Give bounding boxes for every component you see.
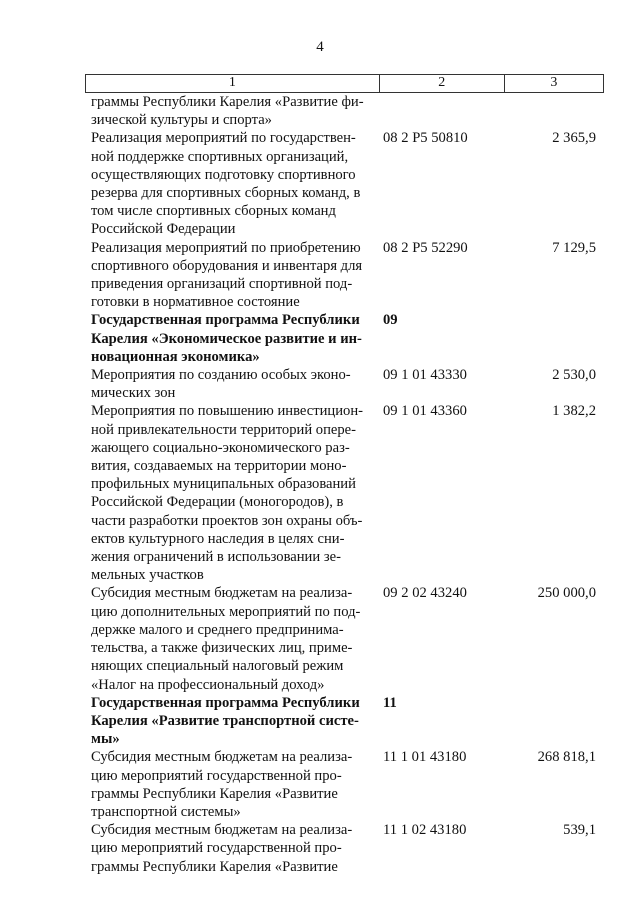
description-line: «Налог на профессиональный доход» bbox=[91, 676, 325, 693]
row-code: 11 1 02 43180 bbox=[383, 822, 467, 839]
row-description bbox=[85, 129, 380, 238]
row-amount bbox=[505, 694, 604, 749]
description-line: мельных участков bbox=[91, 567, 204, 584]
description-line: новационная экономика» bbox=[91, 348, 260, 365]
table-row bbox=[85, 311, 604, 366]
description-line: Субсидия местным бюджетам на реализа- bbox=[91, 822, 353, 839]
description-line: Реализация мероприятий по приобретению bbox=[91, 239, 361, 256]
description-line: осуществляющих подготовку спортивного bbox=[91, 166, 356, 183]
row-code: 08 2 P5 50810 bbox=[383, 130, 468, 147]
row-code: 11 1 01 43180 bbox=[383, 749, 467, 766]
row-description bbox=[85, 239, 380, 312]
description-line: профильных муниципальных образований bbox=[91, 476, 356, 493]
row-amount bbox=[505, 311, 604, 366]
page-number: 4 bbox=[316, 39, 324, 55]
row-description bbox=[85, 821, 380, 876]
row-amount bbox=[505, 93, 604, 129]
row-code: 09 2 02 43240 bbox=[383, 585, 467, 602]
description-line: приведения организаций спортивной под- bbox=[91, 276, 353, 293]
description-line: резерва для спортивных сборных команд, в bbox=[91, 185, 361, 202]
row-description bbox=[85, 748, 380, 821]
row-description bbox=[85, 402, 380, 584]
description-line: граммы Республики Карелия «Развитие фи- bbox=[91, 94, 364, 110]
description-line: держке малого и среднего предпринима- bbox=[91, 621, 344, 638]
table-row bbox=[85, 366, 604, 402]
table-header bbox=[85, 74, 604, 93]
table-row bbox=[85, 584, 604, 693]
row-code bbox=[380, 93, 505, 129]
description-line: том числе спортивных сборных команд bbox=[91, 203, 336, 220]
description-line: Государственная программа Республики bbox=[91, 312, 360, 329]
row-code: 09 1 01 43330 bbox=[383, 367, 467, 384]
description-line: граммы Республики Карелия «Развитие bbox=[91, 858, 338, 875]
description-line: ной привлекательности территорий опере- bbox=[91, 421, 357, 438]
row-description bbox=[85, 366, 380, 402]
row-amount: 539,1 bbox=[563, 822, 596, 839]
description-line: Мероприятия по созданию особых эконо- bbox=[91, 367, 351, 384]
row-description bbox=[85, 694, 380, 749]
description-line: Субсидия местным бюджетам на реализа- bbox=[91, 749, 353, 766]
table-row bbox=[85, 93, 604, 129]
row-amount: 250 000,0 bbox=[537, 585, 596, 602]
description-line: ной поддержке спортивных организаций, bbox=[91, 148, 349, 165]
description-line: Государственная программа Республики bbox=[91, 694, 360, 711]
description-line: цию мероприятий государственной про- bbox=[91, 840, 342, 857]
description-line: Карелия «Экономическое развитие и ин- bbox=[91, 330, 362, 347]
table-row bbox=[85, 748, 604, 821]
description-line: мы» bbox=[91, 731, 120, 748]
row-description bbox=[85, 584, 380, 693]
row-amount: 7 129,5 bbox=[552, 239, 596, 256]
description-line: цию дополнительных мероприятий по под- bbox=[91, 603, 361, 620]
row-code: 08 2 P5 52290 bbox=[383, 239, 468, 256]
description-line: мических зон bbox=[91, 385, 176, 402]
description-line: Мероприятия по повышению инвестицион- bbox=[91, 403, 363, 420]
row-description bbox=[85, 311, 380, 366]
row-code: 09 1 01 43360 bbox=[383, 403, 467, 420]
table-row bbox=[85, 402, 604, 584]
table-row bbox=[85, 694, 604, 749]
description-line: зической культуры и спорта» bbox=[91, 112, 272, 129]
row-code: 11 bbox=[383, 694, 397, 711]
row-description bbox=[85, 93, 380, 129]
row-amount: 2 530,0 bbox=[552, 367, 596, 384]
description-line: Реализация мероприятий по государствен- bbox=[91, 130, 356, 147]
description-line: части разработки проектов зон охраны объ- bbox=[91, 512, 363, 529]
description-line: жения ограничений в использовании зе- bbox=[91, 549, 341, 566]
table-row bbox=[85, 239, 604, 312]
description-line: спортивного оборудования и инвентаря для bbox=[91, 257, 363, 274]
row-amount: 1 382,2 bbox=[552, 403, 596, 420]
description-line: Российской Федерации bbox=[91, 221, 236, 238]
description-line: вития, создаваемых на территории моно- bbox=[91, 458, 347, 475]
description-line: цию мероприятий государственной про- bbox=[91, 767, 342, 784]
description-line: тельства, а также физических лиц, приме- bbox=[91, 640, 353, 657]
table-row bbox=[85, 821, 604, 876]
description-line: Карелия «Развитие транспортной систе- bbox=[91, 712, 359, 729]
description-line: транспортной системы» bbox=[91, 803, 241, 820]
table-body bbox=[85, 93, 604, 876]
description-line: няющих специальный налоговый режим bbox=[91, 658, 344, 675]
header-col-3: 3 bbox=[504, 75, 603, 92]
description-line: готовки в нормативное состояние bbox=[91, 294, 300, 311]
table-row bbox=[85, 129, 604, 238]
description-line: Субсидия местным бюджетам на реализа- bbox=[91, 585, 353, 602]
header-col-2: 2 bbox=[379, 75, 504, 92]
header-col-1: 1 bbox=[228, 75, 236, 90]
description-line: граммы Республики Карелия «Развитие bbox=[91, 785, 338, 802]
description-line: ектов культурного наследия в целях сни- bbox=[91, 530, 345, 547]
row-code: 09 bbox=[383, 312, 398, 329]
budget-table bbox=[85, 74, 604, 876]
row-amount: 268 818,1 bbox=[537, 749, 596, 766]
row-amount: 2 365,9 bbox=[552, 130, 596, 147]
description-line: Российской Федерации (моногородов), в bbox=[91, 494, 344, 511]
description-line: жающего социально-экономического раз- bbox=[91, 439, 350, 456]
